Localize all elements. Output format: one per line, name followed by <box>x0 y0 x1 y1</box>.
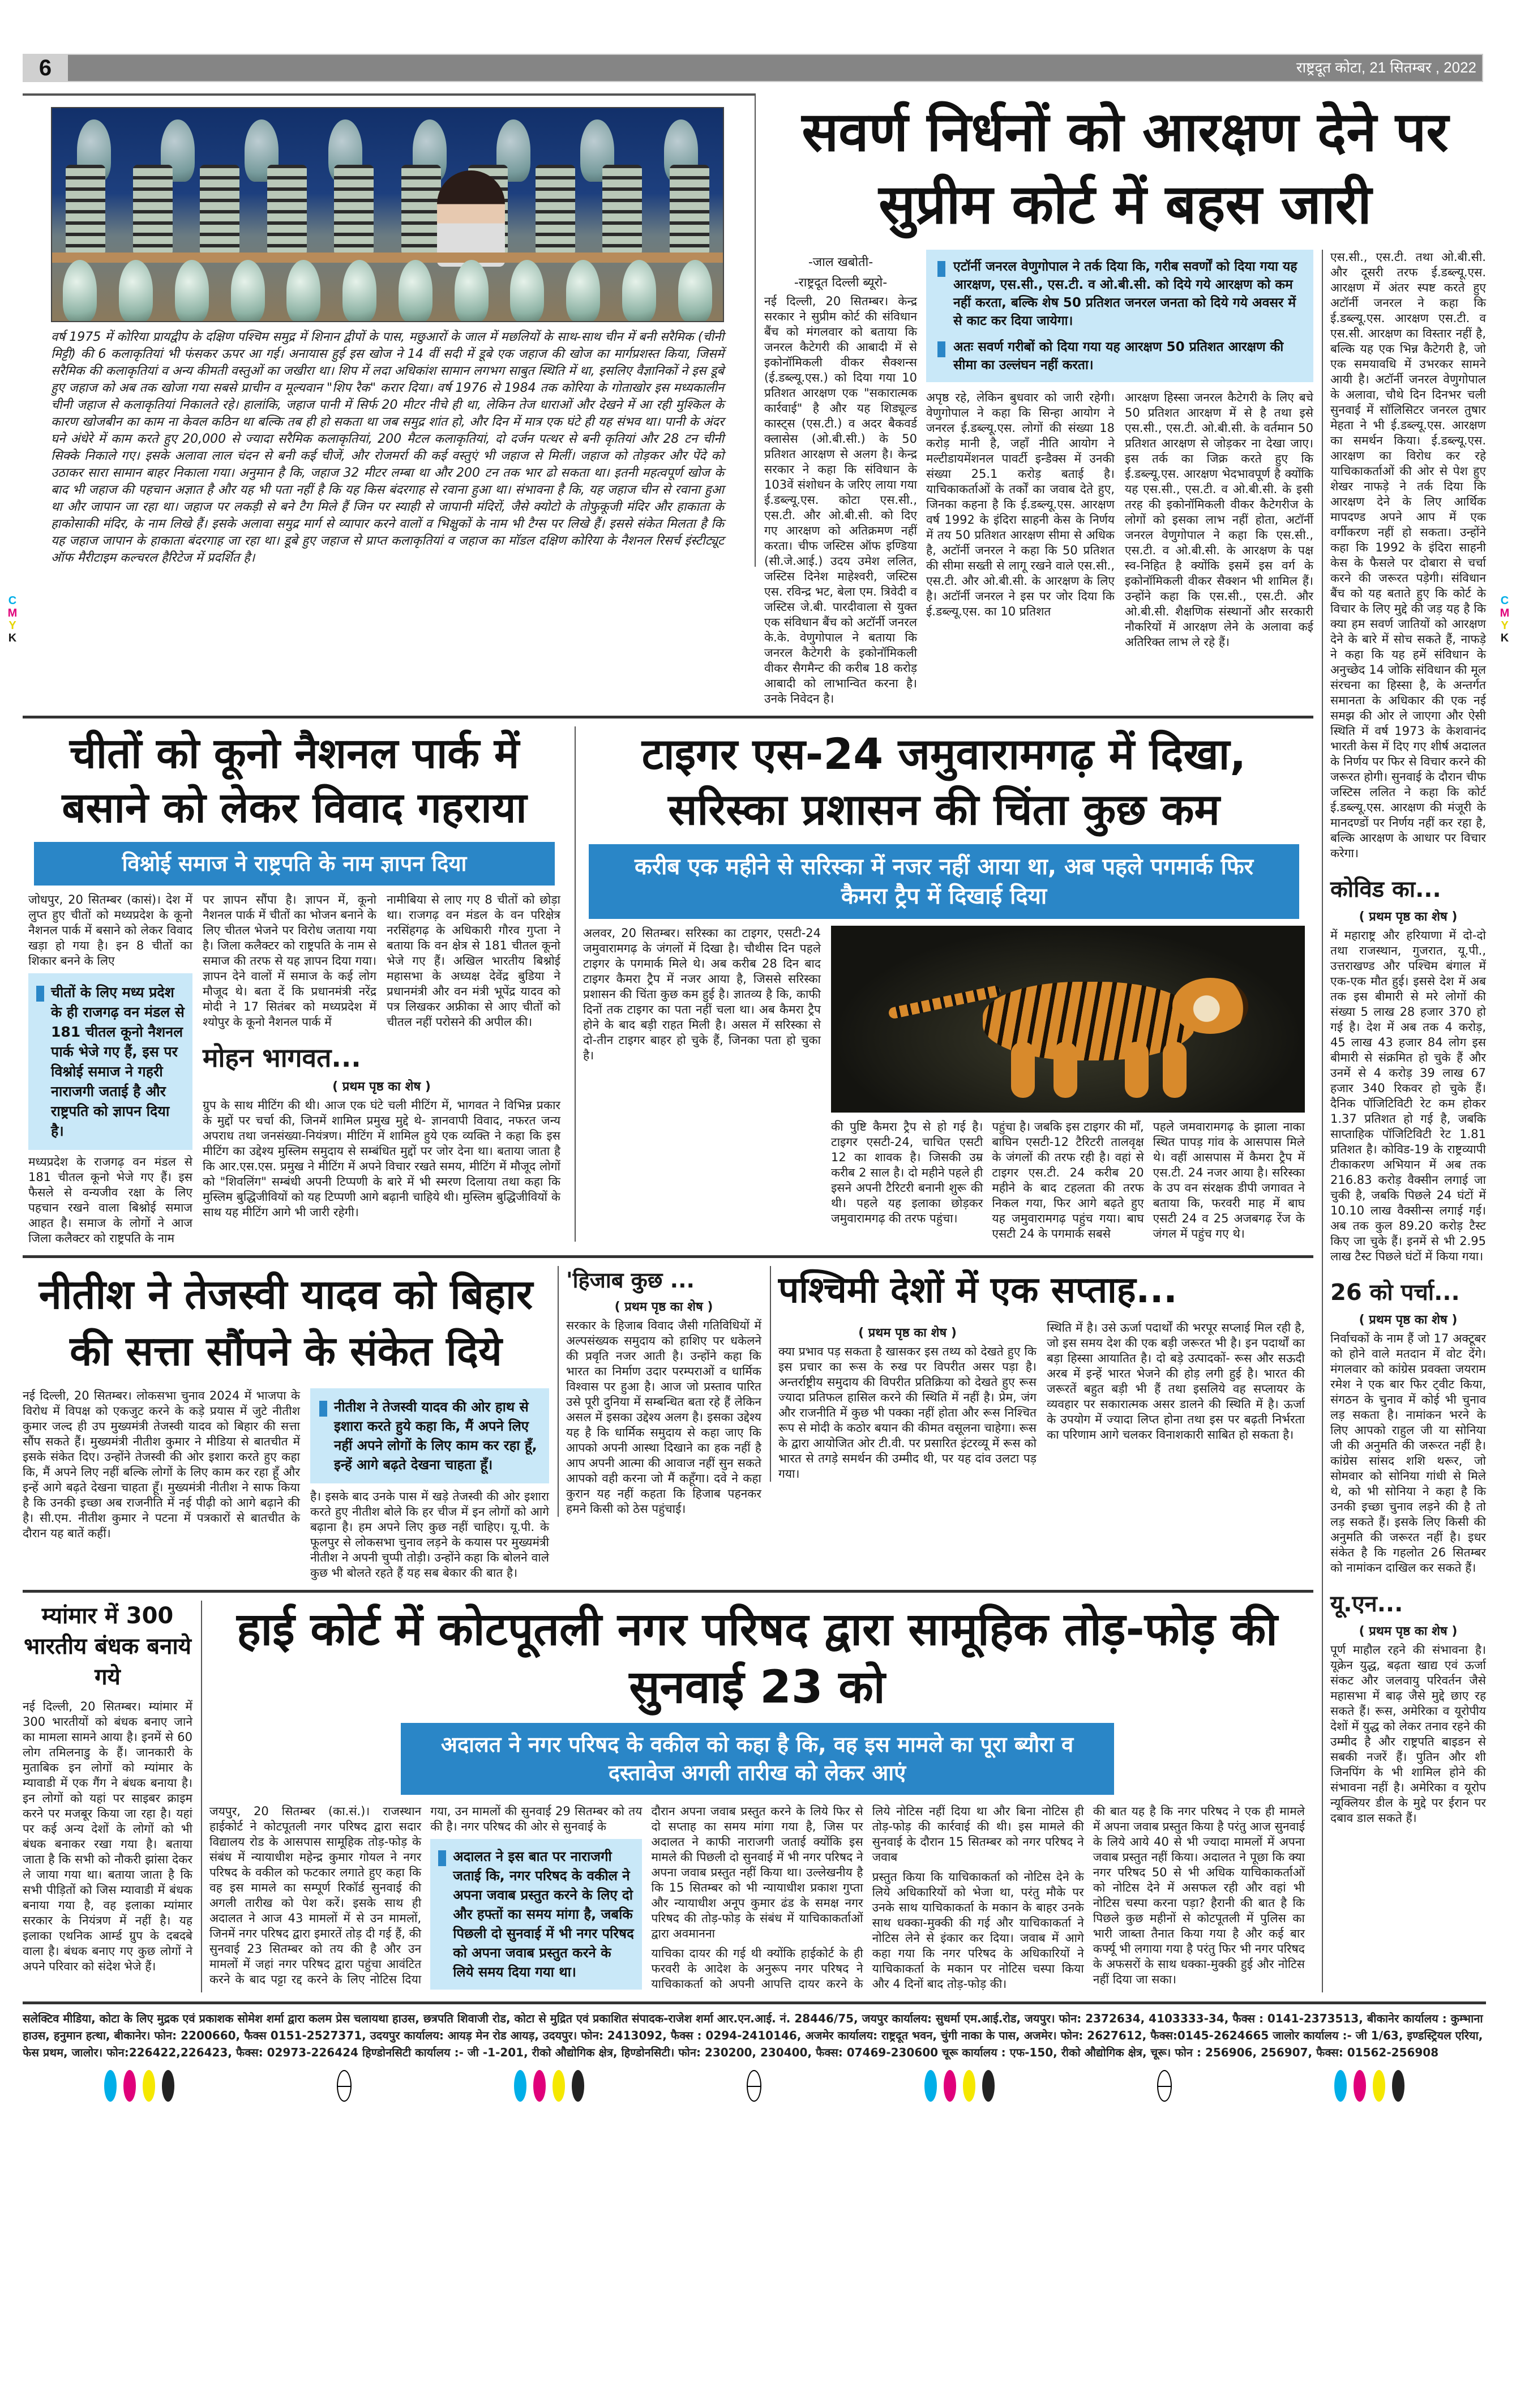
myanmar-body: नई दिल्ली, 20 सितम्बर। म्यांमार में 300 भारतीयों को बंधक बनाए जाने का मामला सामने आया है। इनमें से 60 लोग तमिलनाडु के हैं। जानकारी के मुताबिक इन लोगों को म्यांमार के म्यावाडी में एक गैंग ने बंधक बनाया है। इन लोगों को यहां पर साइबर क्राइम करने पर मजबूर किया जा रहा है। यहां पर कई अन्य देशों के लोगों को भी बंधक बनाकर रखा गया है। बताया जाता है कि सभी को नौकरी झांसा देकर ले जाया गया था। बताया जाता है कि सभी पीड़ितों को जिस म्यावाडी में बंधक बनाया गया है, वह इलाका म्यांमार सरकार के नियंत्रण में नहीं है। यह इलाका एथनिक आर्म्ड ग्रुप के दबदबे वाला है। बंधक बनाए गए कुछ लोगों ने अपने परिवार को संदेश भेजे हैं। <box>23 1700 192 1974</box>
cheetah-highlight-box <box>28 973 192 1150</box>
continued-label: ( प्रथम पृष्ठ का शेष ) <box>332 1080 431 1094</box>
color-registration-dots <box>1334 2070 1404 2102</box>
lead-right-block <box>926 250 1313 650</box>
tiger-leg <box>1125 1042 1149 1098</box>
tiger-camera-trap-photo <box>831 926 1305 1113</box>
nitish-body-2: है। इसके बाद उनके पास में खड़े तेजस्वी की ओर इशारा करते हुए नीतीश बोले कि हर चीज में इन लोगों को आगे बढ़ाना है। हम अपने लिए कुछ नहीं चाहिए। यू.पी. के फूलपुर से लोकसभा चुनाव लड़ने के कयास पर मुख्यमंत्री नीतीश ने अपनी चुप्पी तोड़ी। उन्होंने कहा कि बोलने वाले कुछ भी बोलते रहते हैं यह सब बेकार की बात है। <box>310 1490 549 1580</box>
election-body: निर्वाचकों के नाम हैं जो 17 अक्टूबर को होने वाले मतदान में वोट देंगे। मंगलवार को कांग्रेस प्रवक्ता जयराम रमेश ने एक बार फिर ट्वीट किया, संगठन के चुनाव में कोई भी चुनाव लड़ सकता है। नामांकन भरने के लिए आपको राहुल जी या सोनिया जी की अनुमति की जरूरत नहीं है। कांग्रेस सांसद शशि थरूर, जो सोमवार को सोनिया गांधी से मिले थे, को भी सोनिया ने कहा है कि उनकी इच्छा चुनाव लड़ने की है तो लड़ सकते हैं। इसके लिए किसी की अनुमति की जरूरत नहीं है। इधर संकेत है कि गहलोत 26 सितम्बर को नामांकन दाखिल कर सकते हैं। <box>1330 1332 1486 1575</box>
lead-col-1 <box>764 250 917 707</box>
bullet-icon <box>319 1401 327 1417</box>
highcourt-body-5: की बात यह है कि नगर परिषद ने एक ही मामले में अपना जवाब प्रस्तुत किया है परंतु आज सुनवाई के लिये आये 40 से भी ज्यादा मामलों में अपना जवाब प्रस्तुत नहीं किया। अदालत ने पूछा कि क्या नगर परिषद 50 से भी अधिक याचिकाकर्ताओं को नोटिस देने में असफल रही और वहां भी नोटिस चस्पा करना पड़ा? हैरानी की बात है कि पिछले कुछ महीनों से कोटपूतली में पुलिस का भारी जाब्ता तैनात किया गया है और कई बार कर्फ्यू भी लगाया गया है परंतु फिर भी नगर परिषद के अफसरों के साथ धक्का-मुक्की हुई और नोटिस नहीं दिया जा सका। <box>1093 1804 1305 1987</box>
western-body-1: क्या प्रभाव पड़ सकता है खासकर इस तथ्य को देखते हुए कि इस प्रचार का रूस के रुख पर विपरीत असर पड़ा है। अन्तर्राष्ट्रीय समुदाय की विपरीत प्रतिक्रिया को देखते हुए रूस ज्यादा प्रतिफल हासिल करने की स्थिति में नहीं है। प्रेम, जंग और राजनीति में कुछ भी पक्का नहीं होता और रूस निश्चित रूप से मोदी के कठोर बयान की कीमत वसूलना चाहेगा। रूस के द्वारा आयोजित ओर टी.वी. पर प्रसारित इंटरव्यू में रूस को भारत से तगड़े समर्थन की उम्मीद थी, पर यह दांव उलटा पड़ गया। <box>778 1345 1037 1481</box>
footer <box>23 2001 1486 2103</box>
photo-caption: वर्ष 1975 में कोरिया प्रायद्वीप के दक्षिण पश्चिम समुद्र में शिनान द्वीपों के पास, मछुआरों के जाल में मछलियों के साथ-साथ चीन में बनी सरैमिक (चीनी मिट्टी) की 6 कलाकृतियां भी फंसकर ऊपर आ गई। अनायास हुई इस खोज ने 14 वीं सदी में डूबे एक जहाज की खोज का मार्गप्रशस्त किया, जिसमें सरैमिक की कलाकृतियां व अन्य कीमती वस्तुओं का जखीरा था। शिप में लदा अधिकांश सामान लगभग साबुत स्थिति में था, इसलिए वैज्ञानिकों ने इस डूबे हुए जहाज को अब तक खोजा गया सबसे प्राचीन व मूल्यवान "शिप रैक" करार दिया। वर्ष 1976 से 1984 तक कोरिया के गोताखोर इस मध्यकालीन चीनी जहाज से कलाकृतियां निकालते रहे। हालांकि, जहाज पानी में सिर्फ 20 मीटर नीचे ही था, लेकिन तेज धाराओं और देखने में आ रही मुश्किल के कारण खोजबीन का काम ना केवल कठिन था बल्कि तब ही हो सकता था जब समुद्र शांत हो, और दिन में मात्र एक घंटे ही यह संभव था। पानी के अंदर घने अंधेरे में काम करते हुए 20,000 से ज्यादा सरैमिक कलाकृतियां, 200 मैटल कलाकृतियां, दो दर्जन पत्थर से बनी कृतियां और 28 टन चीनी सिक्के निकाले गए। इसके अलावा लाल चंदन से बनी कई चीजें, और रोजमर्रा की कई वस्तुएं भी जहाज से मिलीं। जहाज को तोड़कर और पेंदे को उठाकर सारा सामान बाहर निकाला गया। अनुमान है कि, जहाज 32 मीटर लम्बा था और 200 टन तक भार ढो सकता था। इतनी महत्वपूर्ण खोज के बाद भी जहाज की पहचान अज्ञात है और यह भी पता नहीं है कि यह किस बंदरगाह से रवाना हुआ था। संभावना है कि, यह जहाज चीन से रवाना हुआ था और जापान जा रहा था। जहाज पर लकड़ी से बने टैग मिले हैं जिन पर स्याही से जापानी मंदिरों, जैसे क्योटो के तोफुकूजी मंदिर और हाकाता के हाकोसाकी मंदिर, के नाम लिखे हैं। इसके अलावा समुद्र मार्ग से व्यापार करने वालों व भिक्षुकों के नाम भी टैग्स पर लिखे हैं। इससे संकेत मिलता है कि यह जहाज जापान के हाकाता बंदरगाह जा रहा था। डूबे हुए जहाज से प्राप्त कलाकृतियां व जहाज का मॉडल दक्षिण कोरिया के नैशनल रिसर्च इंस्टीट्यूट ऑफ मैरीटाइम कल्चरल हैरिटेज में प्रदर्शित है। <box>51 330 724 565</box>
highcourt-body-1: जयपुर, 20 सितम्बर (का.सं.)। राजस्थान हाईकोर्ट ने कोटपूतली नगर परिषद द्वारा सदार विद्यालय रोड के आसपास सामूहिक तोड़-फोड़ के संबंध में न्यायाधीश महेन्द्र कुमार गोयल ने नगर परिषद के वकील को फटकार लगाते हुए कहा कि वह इस मामले का सम्पूर्ण रिकॉर्ड सुनवाई की अगली तारीख को पेश करें। इसके साथ ही अदालत ने आज 43 मामलों में से उन मामलों, जिनमें नगर परिषद द्वारा इमारतें तोड़ दी गई हैं, की सुनवाई 23 सितम्बर को तय की है और उन मामलों में जहां नगर परिषद द्वारा पहुंचा आवंटित करने के बाद पट्टा रद्द करने के लिए नोटिस दिया गया, उन मामलों की सुनवाई 29 सितम्बर को तय की है। नगर परिषद की ओर से सुनवाई के <box>209 1804 643 1987</box>
ceramics-museum-photo <box>51 107 724 322</box>
lead-highlight: एटॉर्नी जनरल वेणुगोपाल ने तर्क दिया कि, गरीब सवर्णों को दिया गया यह आरक्षण, एस.सी., एस.टी. व ओ.बी.सी. को दिये गये आरक्षण को कम नहीं करता, बल्कि शेष 50 प्रतिशत जनरल जनता को दिये गये अवसर में से काट कर दिया जायेगा। <box>953 259 1297 328</box>
cheetah-right-block <box>203 892 560 1220</box>
cheetah-columns <box>23 892 566 1246</box>
continued-label: ( प्रथम पृष्ठ का शेष ) <box>1359 1313 1458 1327</box>
bhagwat-story <box>203 1041 560 1220</box>
hijab-body: सरकार के हिजाब विवाद जैसी गतिविधियों में अल्पसंख्यक समुदाय को हाशिए पर धकेलने की प्रवृति नजर आती है। उन्होंने कहा कि भारत का निर्माण उदार परम्पराओं व धार्मिक विश्वास पर हुआ है। आज जो प्रस्ताव पारित उसे पूरी दुनिया में सम्बन्धित बता रहे हैं लेकिन असल में इसका उद्देश्य अलग है। इसका उद्देश्य यह है कि धार्मिक समुदाय से कहा जाए कि आपको अपनी आस्था दिखाने का हक नहीं है आप अपनी आत्मा की आवाज नहीं सुन सकते आपको वही करना जो मैं कहूँगा। दवे ने कहा कुरान यह नहीं कहता कि हिजाब पहनकर हमने किसी को ठेस पहुंचाई। <box>566 1319 761 1516</box>
page-header-bar <box>23 54 1483 82</box>
byline: -जाल खबोती- <box>808 255 873 270</box>
tiger-body-4: पहले जमवारामगढ़ के झाला नाका स्थित पापड़ गांव के आसपास मिले थे। वहीं आसपास में कैमरा ट्रैप में एस.टी. 24 नजर आया है। सरिस्का के उप वन संरक्षक डीपी जगावत ने बताया कि, फरवरी माह में बाघ एसटी 24 व 25 अजबगढ़ रेंज के जंगल में पहुंच गए थे। <box>1153 1120 1305 1241</box>
un-headline: यू.एन... <box>1330 1591 1403 1617</box>
western-body-2: स्थिति में है। उसे ऊर्जा पदार्थों की भरपूर सप्लाई मिल रही है, जो इस समय देश की एक बड़ी जरूरत भी है। इन पदार्थों का बड़ा हिस्सा आयातित है। दो बड़े उत्पादकों- रूस और सऊदी अरब में इन्हें भारत भेजने की होड़ लगी हुई है। भारत की जरूरतें बहुत बड़ी भी हैं तथा इसलिये वह सप्लायर के व्यवहार पर सकारात्मक असर डालने की स्थिति में है। ऊर्जा के उपयोग में ज्यादा लिप्त होना तथा इस पर बढ़ती निर्भरता का परिणाम आगे चलकर विनाशकारी साबित हो सकता है। <box>1047 1321 1305 1442</box>
cheetah-headline: चीतों को कूनो नैशनल पार्क में बसाने को लेकर विवाद गहराया <box>62 729 527 832</box>
highcourt-columns <box>209 1804 1305 1992</box>
imprint-footer: सलेक्टिव मीडिया, कोटा के लिए मुद्रक एवं प्रकाशक सोमेश शर्मा द्वारा कलम प्रेस चलायथा हाउस, छत्रपति शिवाजी रोड, कोटा से मुद्रित एवं प्रकाशित संपादक-राजेश शर्मा आर.एन.आई. नं. 28446/75, जयपुर कार्यालय: सुधर्मा एम.आई.रोड, जयपुर। फोन: 2372634, 4103333-34, फैक्स : 0141-2373513, बीकानेर कार्यालय : कुम्भाना हाउस, हनुमान हत्था, बीकानेर। फोन: 2200660, फैक्स 0151-2527371, उदयपुर कार्यालय: आयड़ मेन रोड आयड़, उदयपुर। फोन: 2413092, फैक्स : 0294-2410146, अजमेर कार्यालय: राष्ट्रदूत भवन, चुंगी नाका के पास, अजमेर। फोन: 2627612, फैक्स:0145-2624665 जालोर कार्यालय :- जी 1/63, इण्डस्ट्रियल एरिया, फेस प्रथम, जालोर। फोन:226422,226423, फैक्स: 02973-226424 हिण्डोनसिटी कार्यालय :- जी -1-201, रीको औद्योगिक क्षेत्र, हिण्डोनसिटी। फोन: 230200, 230400, फैक्स: 07469-230600 चूरू कार्यालय : एफ-150, रीको औद्योगिक क्षेत्र, चूरू। फोन : 256906, 256907, फैक्स: 01562-256908 <box>23 2011 1483 2059</box>
page-number: 6 <box>23 54 68 82</box>
highcourt-headline: हाई कोर्ट में कोटपूतली नगर परिषद द्वारा सामूहिक तोड़-फोड़ की सुनवाई 23 को <box>237 1603 1278 1714</box>
continued-label: ( प्रथम पृष्ठ का शेष ) <box>1359 1624 1458 1639</box>
highcourt-subhead: अदालत ने नगर परिषद के वकील को कहा है कि, वह इस मामले का पूरा ब्यौरा व दस्तावेज अगली तारीख को लेकर आएं <box>401 1723 1114 1795</box>
un-story <box>1330 1589 1486 1826</box>
right-rail <box>1322 250 1486 1992</box>
cheetah-body-3: नामीबिया से लाए गए 8 चीतों को छोड़ा था। राजगढ़ वन मंडल के वन परिक्षेत्र नरसिंहगढ़ के अधिकारी गौरव गुप्ता ने बताया कि वन क्षेत्र से 181 चीतल कूनो भेजे गए हैं। अखिल भारतीय बिश्नोई महासभा के अध्यक्ष देवेंद्र बुडिया ने प्रधानमंत्री और वन मंत्री भूपेंद्र यादव को पत्र लिखकर अफ्रीका से आए चीतों को चीतल नहीं परोसने की अपील की। <box>387 893 560 1029</box>
cmyk-mark-left <box>7 594 18 644</box>
cmyk-mark-right: C M Y K <box>1500 594 1510 644</box>
highcourt-highlight: अदालत ने इस बात पर नाराजगी जताई कि, नगर परिषद के वकील ने अपना जवाब प्रस्तुत करने के लिए दो और हफ्तों का समय मांगा है, जबकि पिछली दो सुनवाई में भी नगर परिषद को अपना जवाब प्रस्तुत करने के लिये समय दिया गया था। <box>453 1849 634 1981</box>
photo-story <box>23 93 756 567</box>
nitish-headline: नीतीश ने तेजस्वी यादव को बिहार की सत्ता सौंपने के संकेत दिये <box>38 1271 533 1375</box>
bureau: -राष्ट्रदूत दिल्ली ब्यूरो- <box>794 276 888 290</box>
continued-label: ( प्रथम पृष्ठ का शेष ) <box>858 1326 957 1341</box>
lead-body-right: एस.सी., एस.टी. तथा ओ.बी.सी. और दूसरी तरफ ई.डब्ल्यू.एस. आरक्षण में अंतर स्पष्ट करते हुए अटॉर्नी जनरल ने कहा कि ई.डब्ल्यू.एस. आरक्षण एस.टी. व एस.सी. आरक्षण का विस्तार नहीं है, बल्कि यह एक भिन्न कैटेगरी है, जो एक समयावधि में उभरकर सामने आयी है। अटॉर्नी जनरल वेणुगोपाल के अलावा, चौथे दिन दिनभर चली सुनवाई में सॉलिसिटर जनरल तुषार मेहता ने भी ई.डब्ल्यू.एस. आरक्षण का समर्थन किया। ई.डब्ल्यू.एस. आरक्षण का विरोध कर रहे याचिकाकर्ताओं की ओर से पेश हुए शेखर नाफड़े ने तर्क दिया कि आरक्षण देने के लिए आर्थिक मापदण्ड अपने आप में एक वर्गीकरण नहीं हो सकता। उन्होंने कहा कि 1992 के इंदिरा साहनी केस के फैसले पर दोबारा से चर्चा करने की जरूरत पड़ेगी। संविधान बैंच को यह बताते हुए कि कोर्ट के विचार के लिए मुद्दे की जड़ यह है कि क्या हम सवर्ण जातियों को आरक्षण देने के बारे में सोच सकते हैं, नाफड़े ने कहा कि यह हमें संविधान के अनुच्छेद 14 जोकि संविधान की मूल संरचना का हिस्सा है, के अन्तर्गत समानता के अधिकार की एक नई समझ की ओर ले जाएगा और ऐसी स्थिति में वर्ष 1973 के केशवानंद भारती केस में दिए गए शीर्ष अदालत के निर्णय पर फिर से विचार करने की जरूरत होगी। सुनवाई के दौरान चीफ जस्टिस ललित ने कहा कि कोर्ट ई.डब्ल्यू.एस. आरक्षण की मंजूरी के मानदण्डों पर निर्णय नहीं कर रहा है, बल्कि आरक्षण के आधार पर विचार करेगा। <box>1330 250 1486 860</box>
tiger-story <box>575 726 1305 1242</box>
bullet-icon <box>36 986 44 1002</box>
cheetah-story <box>23 726 566 1246</box>
covid-headline: कोविड का... <box>1330 876 1441 903</box>
color-registration-dots <box>514 2070 584 2102</box>
highcourt-highlight-box <box>430 1839 642 1990</box>
nitish-highlight: नीतीश ने तेजस्वी यादव की ओर हाथ से इशारा करते हुये कहा कि, मैं अपने लिए नहीं अपने लोगों के लिए काम कर रहा हूँ, इन्हें आगे बढ़ते देखना चाहता हूँ। <box>334 1399 537 1473</box>
tiger-leg <box>1163 1042 1187 1098</box>
hijab-headline: 'हिजाब कुछ ... <box>566 1268 695 1293</box>
cheetah-subhead: विश्नोई समाज ने राष्ट्रपति के नाम ज्ञापन दिया <box>34 842 555 886</box>
page-grid <box>23 93 1486 2103</box>
bowl-stacks <box>52 165 723 255</box>
tiger-body-2: की पुष्टि कैमरा ट्रैप से हो गई है। टाइगर एसटी-24, चाचित एसटी 12 का शावक है। जिसकी उम्र करीब 2 साल है। दो महीने पहले ही इसने अपनी टैरिटरी बनानी शुरू की थी। पहले यह इलाका छोड़कर जमुवारामगढ़ की तरफ पहुंचा। <box>831 1120 983 1225</box>
tiger-body-3: पहुंचा है। जबकि इस टाइगर की माँ, बाघिन एसटी-12 टैरिटरी तालवृक्ष के जंगलों की तरफ रही है। वहां से टाइगर एस.टी. 24 करीब 20 महीने के बाद टहलता की तरफ निकल गया, फिर आगे बढ़ते हुए यह जमुवारामगढ़ पहुंच गया। बाघ एसटी 24 के पगमार्क सबसे <box>992 1120 1144 1241</box>
highcourt-body-2: दौरान अपना जवाब प्रस्तुत करने के लिये फिर से दो सप्ताह का समय मांगा गया है, जिस पर अदालत ने काफी नाराजगी जताई क्योंकि इस मामले की पिछली दो सुनवाई में भी नगर परिषद ने अपना जवाब प्रस्तुत नहीं किया था। उल्लेखनीय है कि 15 सितम्बर को भी न्यायाधीश प्रकाश गुप्ता और न्यायाधीश अनूप कुमार ढंड के समक्ष नगर परिषद की तोड़-फोड़ के संबंध में याचिकाकर्ताओं द्वारा अवमानना <box>651 1804 863 1941</box>
bhagwat-headline: मोहन भागवत... <box>203 1042 361 1073</box>
nitish-right-block <box>310 1388 549 1581</box>
continued-label: ( प्रथम पृष्ठ का शेष ) <box>1359 910 1458 924</box>
tiger-leg <box>1054 1042 1077 1098</box>
tiger-subhead: करीब एक महीने से सरिस्का में नजर नहीं आया था, अब पहले पगमार्क फिर कैमरा ट्रैप में दिखाई दिया <box>589 844 1299 919</box>
nitish-columns <box>23 1388 549 1581</box>
registration-mark-icon <box>747 2070 761 2102</box>
tiger-leg <box>1011 1042 1035 1098</box>
dateline: राष्ट्रदूत कोटा, 21 सितम्बर , 2022 <box>1296 59 1476 76</box>
color-registration-dots <box>924 2070 995 2102</box>
band-cheetah-tiger <box>23 716 1313 1246</box>
continued-label: ( प्रथम पृष्ठ का शेष ) <box>614 1300 713 1315</box>
nitish-highlight-box <box>310 1388 549 1483</box>
cmyk-m: M <box>7 607 18 619</box>
election-headline: 26 को पर्चा... <box>1330 1280 1460 1306</box>
highcourt-body-3: याचिका दायर की गई थी क्योंकि हाईकोर्ट के ही फरवरी के आदेश के अनुरूप नगर परिषद ने याचिकाकर्ता को अपनी आपत्ति दायर करने के लिये नोटिस नहीं दिया था और बिना नोटिस ही तोड़-फोड़ की कार्रवाई की थी। इस मामले की सुनवाई के दौरान 15 सितम्बर को नगर परिषद ने जवाब <box>651 1804 1084 1991</box>
cheetah-col-1 <box>28 892 192 1246</box>
cheetah-body-2: पर ज्ञापन सौंपा है। ज्ञापन में, कूनो नैशनल पार्क में चीतों का भोजन बनाने के लिए चीतल भेजने पर विरोध जताया गया है। जिला कलैक्टर को राष्ट्रपति के नाम से समाज की तरफ से यह ज्ञापन दिया गया। ज्ञापन देने वालों में समाज के कई लोग मौजूद थे। बता दें कि प्रधानमंत्री नरेंद्र मोदी ने 17 सितंबर को मध्यप्रदेश में श्योपुर के कूनो नैशनल पार्क में <box>203 893 376 1029</box>
lead-body-2: अपृष्ठ रहे, लेकिन बुधवार को जारी रहेगी। वेणुगोपाल ने कहा कि सिन्हा आयोग ने जनरल ई.डब्ल्यू.एस. लोगों की संख्या 18 करोड़ मानी है, जहाँ नीति आयोग ने मल्टीडायमेंशनल पावर्टी इन्डैक्स में उनकी संख्या 25.1 करोड़ बताई है। याचिकाकर्ताओं के तर्कों का जवाब देते हुए, जिनका कहना है कि ई.डब्ल्यू.एस. आरक्षण वर्ष 1992 के इंदिरा साहनी केस के निर्णय में तय 50 प्रतिशत आरक्षण सीमा से अधिक है, अटॉर्नी जनरल ने कहा कि 50 प्रतिशत की सीमा सख्ती से लागू रखने वाले एस.सी., एस.टी. और ओ.बी.सी. के आरक्षण के लिए है। अटॉर्नी जनरल ने इस पर जोर दिया कि ई.डब्ल्यू.एस. का 10 प्रतिशत <box>926 391 1115 618</box>
band-nitish-hijab-western <box>23 1255 1313 1581</box>
myanmar-story <box>23 1601 192 1974</box>
lead-highlight: अतः सवर्ण गरीबों को दिया गया यह आरक्षण 50 प्रतिशत आरक्षण की सीमा का उल्लंघन नहीं करता। <box>953 340 1284 373</box>
band-myanmar-highcourt <box>23 1590 1313 1992</box>
lead-body-1: नई दिल्ली, 20 सितम्बर। केन्द्र सरकार ने सुप्रीम कोर्ट की संविधान बैंच को मंगलवार को बताया कि जनरल कैटेगरी की आबादी में से इकोनॉमिकली वीकर सैक्शन्स (ई.डब्ल्यू.एस.) को दिया गया 10 प्रतिशत आरक्षण एक "सकारात्मक कार्रवाई" है और यह शिड्यूल्ड कास्ट्स (एस.टी.) व अदर बैकवर्ड क्लासेस (ओ.बी.सी.) के 50 प्रतिशत आरक्षण से अलग है। केन्द्र सरकार ने कहा कि संविधान के 103वें संशोधन के जरिए लाया गया ई.डब्ल्यू.एस. कोटा एस.सी., एस.टी. और ओ.बी.सी. को दिए गए आरक्षण को अतिक्रमण नहीं करता। चीफ जस्टिस ऑफ इण्डिया (सी.जे.आई.) उदय उमेश ललित, जस्टिस दिनेश माहेश्वरी, जस्टिस एस. रविन्द्र भट, बेला एम. त्रिवेदी व जस्टिस जे.बी. पारदीवाला से युक्त एक संविधान बैंच को अटॉर्नी जनरल के.के. वेणुगोपाल ने बताया कि जनरल कैटेगरी के इकोनॉमिकली वीकर सैगमैन्ट की करीब 18 करोड़ आबादी को लाभान्वित करना है। उनके निवेदन है। <box>764 294 917 705</box>
tiger-right-block <box>831 926 1305 1242</box>
tiger-headline: टाइगर एस-24 जमुवारामगढ़ में दिखा, सरिस्का प्रशासन की चिंता कुछ कम <box>641 729 1247 835</box>
cmyk-c: C <box>8 594 17 607</box>
cmyk-y: Y <box>8 619 16 632</box>
lead-headline: सवर्ण निर्धनों को आरक्षण देने पर सुप्रीम कोर्ट में बहस जारी <box>802 100 1449 236</box>
cheetah-highlight: चीतों के लिए मध्य प्रदेश के ही राजगढ़ वन मंडल से 181 चीतल कूनो नैशनल पार्क भेजे गए हैं, इस पर विश्नोई समाज ने गहरी नाराजगी जताई है और राष्ट्रपति को ज्ञापन दिया है। <box>51 984 185 1140</box>
covid-body: में महाराष्ट्र और हरियाणा में दो-दो तथा राजस्थान, गुजरात, यू.पी., उत्तराखण्ड और पश्चिम बंगाल में एक-एक मौत हुई। इससे देश में अब तक इस बीमारी से मरे लोगों की संख्या 5 लाख 28 हजार 370 हो गई है। देश में अब तक 4 करोड़, 45 लाख 43 हजार 84 लोग इस बीमारी से संक्रमित हो चुके हैं और उनमें से 4 करोड़ 39 लाख 67 हजार 340 रिकवर हो चुके हैं। दैनिक पॉजिटिविटी रेट कम होकर 1.37 प्रतिशत हो गई है, जबकि साप्ताहिक पॉजिटिविटी रेट 1.81 प्रतिशत है। कोविड-19 के राष्ट्रव्यापी टीकाकरण अभियान में अब तक 216.83 करोड़ वैक्सीन लगाई जा चुकी है, जबकि पिछले 24 घंटों में 10.10 लाख वैक्सीन्स लगाई गई। अब तक कुल 89.20 करोड़ टैस्ट किए जा चुके हैं। इनमें से भी 2.95 लाख टैस्ट पिछले घंटों में किया गया। <box>1330 929 1486 1263</box>
myanmar-headline: म्यांमार में 300 भारतीय बंधक बनाये गये <box>24 1603 191 1691</box>
western-columns <box>778 1320 1305 1482</box>
highcourt-story <box>201 1601 1305 1992</box>
color-registration-dots <box>104 2070 174 2102</box>
tiger-head <box>1172 978 1248 1034</box>
registration-mark-icon <box>1157 2070 1172 2102</box>
highcourt-body-4: प्रस्तुत किया कि याचिकाकर्ता को नोटिस देने के लिये अधिकारियों को भेजा था, परंतु मौके पर उनके साथ याचिकाकर्ता के मकान के बाहर उनके साथ धक्का-मुक्की की गई और याचिकाकर्ता ने नोटिस लेने से इंकार कर दिया। जवाब में आगे कहा गया कि नगर परिषद के अधिकारियों ने याचिकाकर्ता के मकान पर नोटिस चस्पा किया और 4 दिनों बाद तोड़-फोड़ की। <box>872 1870 1084 1991</box>
tiger-columns <box>583 926 1305 1242</box>
lead-columns <box>764 250 1313 707</box>
cheetah-body: मध्यप्रदेश के राजगढ़ वन मंडल से 181 चीतल कूनो भेजे गए हैं। इस फैसले से वन्यजीव रक्षा के लिए पहचान रखने वाला बिश्नोई समाज आहत है। समाज के लोगों ने आज जिला कलैक्टर को राष्ट्रपति के नाम <box>28 1155 192 1246</box>
hijab-story <box>558 1266 761 1517</box>
election-story <box>1330 1278 1486 1576</box>
bullet-icon <box>937 261 945 277</box>
tiger-body-1: अलवर, 20 सितम्बर। सरिस्का का टाइगर, एसटी-24 जमुवारामगढ़ के जंगलों में दिखा है। चौथीस दिन पहले टाइगर के पगमार्क मिले थे। अब करीब 28 दिन बाद टाइगर कैमरा ट्रैप में नजर आया है, जिससे सरिस्का प्रशासन की चिंता कुछ कम हुई है। ज्ञातव्य है कि, काफी दिनों तक टाइगर का पता नहीं चला था। अब कैमरा ट्रैप होने के बाद बड़ी राहत मिली है। असल में सरिस्का से दो-तीन टाइगर बाहर हो चुके हैं, जिनका पता हो चुका है। <box>583 926 821 1062</box>
lead-highlight-box <box>926 250 1313 382</box>
lead-body-3: आरक्षण हिस्सा जनरल कैटेगरी के लिए बचे 50 प्रतिशत आरक्षण में से है तथा इसे एस.सी., एस.टी. ओ.बी.सी. के वर्तमान 50 प्रतिशत आरक्षण से जोड़कर ना देखा जाए। इस तर्क का जिक्र करते हुए कि ई.डब्ल्यू.एस. आरक्षण भेदभावपूर्ण है क्योंकि यह एस.सी., एस.टी. व ओ.बी.सी. के इसी तरह की इकोनॉमिकली वीकर कैटेगरीज के लोगों को इसका लाभ नहीं होता, अटॉर्नी जनरल वेणुगोपाल ने कहा कि एस.सी., एस.टी. व ओ.बी.सी. के आरक्षण के पक्ष स्व-निहित है क्योंकि इसमें इस वर्ग के इकोनॉमिकली वीकर सैक्शन भी शामिल हैं। उन्होंने कहा कि एस.सी., एस.टी. और ओ.बी.सी. शैक्षणिक संस्थानों और सरकारी नौकरियों में आरक्षण लेने के अलावा कई अतिरिक्त लाभ ले रहे हैं। <box>1125 391 1313 649</box>
western-story <box>770 1266 1305 1482</box>
bhagwat-body: ग्रुप के साथ मीटिंग की थी। आज एक घंटे चली मीटिंग में, भागवत ने विभिन्न प्रकार के मुद्दों पर चर्चा की, जिनमें शामिल प्रमुख मुद्दे थे- ज्ञानवापी विवाद, नफरत जन्य अपराध तथा जनसंख्या-नियंत्रण। मीटिंग में शामिल हुये एक व्यक्ति ने कहा कि इस मीटिंग का उद्देश्य मुस्लिम समुदाय से सम्बंधित मुद्दों पर जोर देना था। बताया जाता है कि आर.एस.एस. प्रमुख ने मीटिंग में अपने विचार रखते समय, मीटिंग में मौजूद लोगों को "शिवलिंग" सम्बंधी अपनी टिप्पणी के बारे में भी स्मरण दिलाया तथा कहा कि मुस्लिम बुद्धिजीवियों को यह टिप्पणी आगे बढ़ानी चाहिये थी। मुस्लिम बुद्धिजीवियों के साथ यह मीटिंग आगे भी जारी रहेगी। <box>203 1098 560 1220</box>
bullet-icon <box>438 1850 446 1866</box>
western-headline: पश्चिमी देशों में एक सप्ताह... <box>778 1269 1177 1312</box>
print-registration-marks <box>23 2069 1486 2103</box>
nitish-story <box>23 1266 549 1581</box>
registration-mark-icon <box>337 2070 352 2102</box>
bullet-icon <box>937 341 945 357</box>
un-body: पूर्ण माहौल रहने की संभावना है। यूक्रेन युद्ध, बढ़ता खाद्य एवं ऊर्जा संकट और जलवायु परिवर्तन जैसे महासभा में बाढ़ जैसे मुद्दे छाए रह सकते हैं। रूस, अमेरिका व यूरोपीय देशों में युद्ध को लेकर तनाव रहने की उम्मीद है और राष्ट्रपति बाइडन से सबकी नजरें हैं। पुतिन और शी जिनपिंग के भी शामिल होने की संभावना नहीं है। अमेरिका व यूरोप न्यूक्लियर डील के मुद्दे पर ईरान पर दबाव डाल सकते हैं। <box>1330 1643 1486 1825</box>
cheetah-body: जोधपुर, 20 सितम्बर (कासं)। देश में लुप्त हुए चीतों को मध्यप्रदेश के कूनो नैशनल पार्क में बसाने को लेकर विवाद खड़ा हो गया है। इन 8 चीतों का शिकार बनने के लिए <box>28 893 192 968</box>
nitish-body-1: नई दिल्ली, 20 सितम्बर। लोकसभा चुनाव 2024 में भाजपा के विरोध में विपक्ष को एकजुट करने के कड़े प्रयास में जुटे नीतीश कुमार जल्द ही उप मुख्यमंत्री तेजस्वी यादव को बिहार की सत्ता सौंप सकते हैं। मुख्यमंत्री नीतीश कुमार ने मीडिया से बातचीत में इसके संकेत दिए। उन्होंने तेजस्वी की ओर इशारा करते हुए कहा कि, मैं अपने लिए नहीं बल्कि लोगों के लिए काम कर रहा हूँ और इन्हें आगे बढ़ते देखना चाहता हूँ। मुख्यमंत्री नीतीश ने साफ किया है कि उनकी इच्छा अब राजनीति में नई पीढ़ी को आगे बढ़ाने की है। सी.एम. नीतीश कुमार ने पटना में पत्रकारों से बातचीत के दौरान यह बातें कहीं। <box>23 1389 300 1541</box>
covid-story <box>1330 875 1486 1264</box>
vase-row-bottom <box>52 260 723 322</box>
cmyk-k: K <box>8 632 17 644</box>
